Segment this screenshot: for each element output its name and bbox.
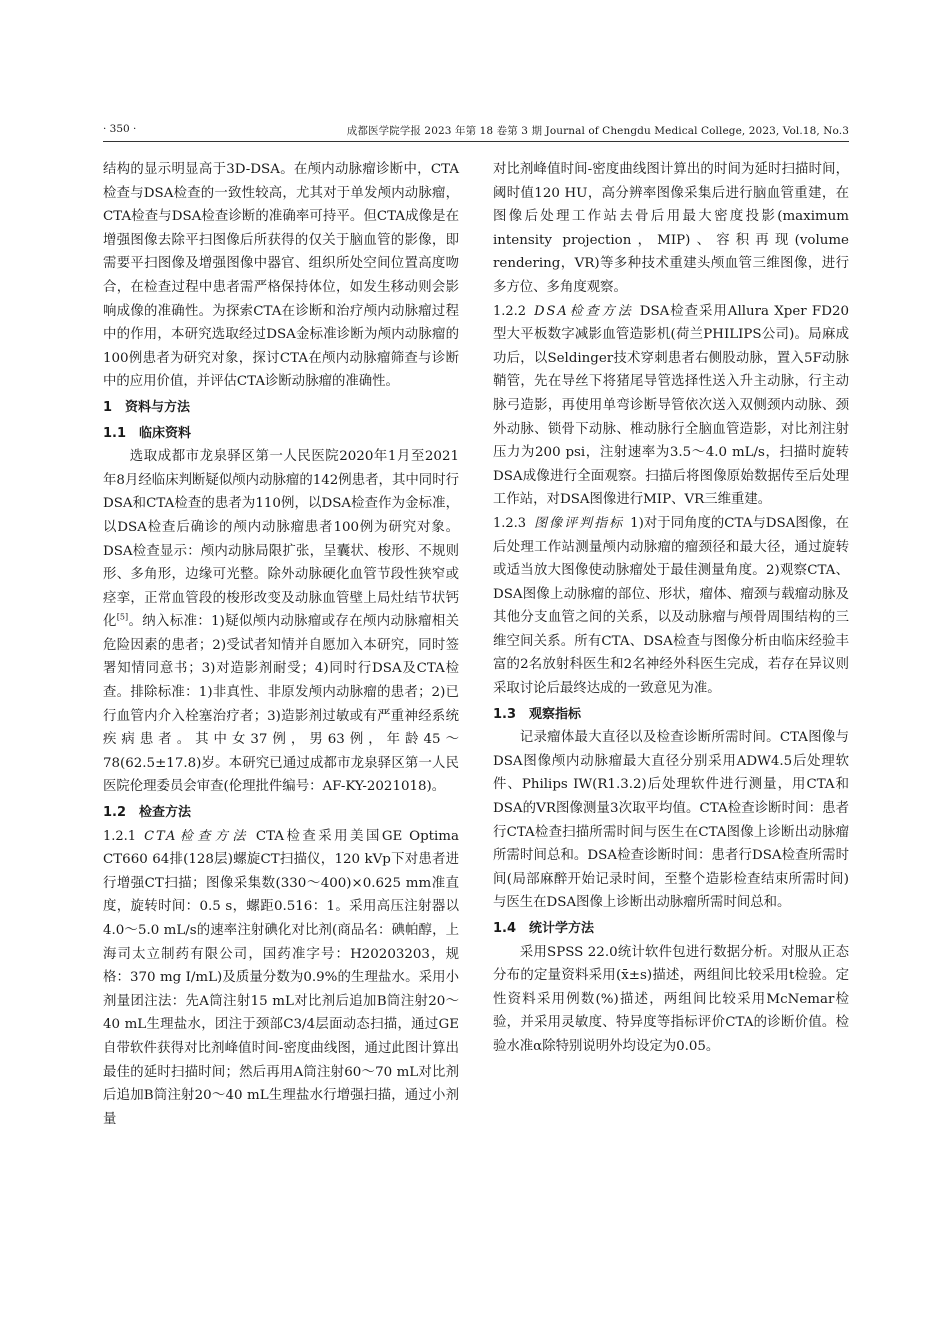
- section-1-4-heading: 1.4 统计学方法: [493, 921, 595, 936]
- image-criteria-text: 1)对于同角度的CTA与DSA图像，在后处理工作站测量颅内动脉瘤的瘤颈径和最大径，通过旋转或适当放大图像使动脉瘤处于最佳测量角度。2)观察CTA、DSA图像上动脉瘤的部位、形状，瘤体、瘤颈与载瘤动脉及其他分支血管之间的关系，以及动脉瘤与颅骨周围结构的三维空间关系。所有CTA、DSA检查与图像分析由临床经验丰富的2名放射科医生和2名神经外科医生完成，若存在异议则采取讨论后最终达成的一致意见为准。: [493, 515, 849, 697]
- image-criteria-paragraph: [493, 512, 849, 701]
- section-1-2-1-title: CTA检查方法: [144, 828, 250, 844]
- section-1-2-heading: 1.2 检查方法: [103, 805, 192, 821]
- left-column: [103, 158, 459, 1131]
- clinical-data-text-b: 。纳入标准：1)疑似颅内动脉瘤或存在颅内动脉瘤相关危险因素的患者；2)受试者知情并自愿加入本研究，同时签署知情同意书；3)对造影剂耐受；4)同时行DSA及CTA检查。排除标准：1)非真性、非原发颅内动脉瘤的患者；2)已行血管内介入栓塞治疗者；3)造影剂过敏或有严重神经系统疾病患者。其中女37例，男63例，年龄45～78(62.5±17.8)岁。本研究已通过成都市龙泉驿区第一人民医院伦理委员会审查(伦理批件编号：AF-KY-2021018)。: [103, 614, 460, 795]
- intro-paragraph: 结构的显示明显高于3D-DSA。在颅内动脉瘤诊断中，CTA检查与DSA检查的一致性较高，尤其对于单发颅内动脉瘤，CTA检查与DSA检查诊断的准确率可持平。但CTA成像是在增强图像去除平扫图像后所获得的仅关于脑血管的影像，即需要平扫图像及增强图像中器官、组织所处空间位置高度吻合，在检查过程中患者需严格保持体位，如发生移动则会影响成像的准确性。为探索CTA在诊断和治疗颅内动脉瘤过程中的作用，本研究选取经过DSA金标准诊断为颅内动脉瘤的100例患者为研究对象，探讨CTA在颅内动脉瘤筛查与诊断中的应用价值，并评估CTA诊断动脉瘤的准确性。: [103, 162, 459, 390]
- cta-method-paragraph: [103, 825, 459, 1132]
- dsa-method-text: DSA检查采用Allura Xper FD20型大平板数字减影血管造影机(荷兰PHILIPS公司)。局麻成功后，以Seldinger技术穿刺患者右侧股动脉，置入5F动脉鞘管，先在导丝下将猪尾导管选择性送入升主动脉，行主动脉弓造影，再使用单弯诊断导管依次送入双侧颈内动脉、颈外动脉、锁骨下动脉、椎动脉行全脑血管造影，对比剂注射压力为200 psi，注射速率为3.5～4.0 mL/s，扫描时旋转DSA成像进行全面观察。扫描后将图像原始数据传至后处理工作站，对DSA图像进行MIP、VR三维重建。: [493, 303, 849, 508]
- section-1-3-heading: 1.3 观察指标: [493, 706, 582, 722]
- statistics-paragraph: 采用SPSS 22.0统计软件包进行数据分析。对服从正态分布的定量资料采用(x̄±s)描述，两组间比较采用t检验。定性资料采用例数(%)描述，两组间比较采用McNemar检验，并采用灵敏度、特异度等指标评价CTA的诊断价值。检验水准α除特别说明外均设定为0.05。: [493, 944, 849, 1054]
- section-1-2-3-number: 1.2.3: [493, 515, 527, 531]
- clinical-data-paragraph: [103, 445, 459, 799]
- running-header: [103, 121, 849, 142]
- section-1-2-3-title: 图像评判指标: [534, 515, 625, 531]
- clinical-data-text-a: 选取成都市龙泉驿区第一人民医院2020年1月至2021年8月经临床判断疑似颅内动脉瘤的142例患者，其中同时行DSA和CTA检查的患者为110例，以DSA检查作为金标准，以DSA检查后确诊的颅内动脉瘤患者100例为研究对象。DSA检查显示：颅内动脉局限扩张，呈囊状、梭形、不规则形、多角形，边缘可光整。除外动脉硬化血管节段性狭窄或痉挛，正常血管段的梭形改变及动脉血管壁上局灶结节状钙化: [103, 449, 459, 630]
- section-1-2-2-number: 1.2.2: [493, 303, 527, 319]
- observation-paragraph: 记录瘤体最大直径以及检查诊断所需时间。CTA图像与DSA图像颅内动脉瘤最大直径分别采用ADW4.5后处理软件、Philips IW(R1.3.2)后处理软件进行测量，用CTA和DSA的VR图像测量3次取平均值。CTA检查诊断时间：患者行CTA检查扫描所需时间与医生在CTA图像上诊断出动脉瘤所需时间总和。DSA检查诊断时间：患者行DSA检查所需时间(局部麻醉开始记录时间，至整个造影检查结束所需时间)与医生在DSA图像上诊断出动脉瘤所需时间总和。: [493, 730, 849, 911]
- cta-method-continued: 对比剂峰值时间-密度曲线图计算出的时间为延时扫描时间，阈时值120 HU，高分辨率图像采集后进行脑血管重建，在图像后处理工作站去骨后用最大密度投影(maximum intensity projection，MIP)、容积再现(volume rendering，VR)等多种技术重建头颅血管三维图像，进行多方位、多角度观察。: [493, 162, 849, 295]
- dsa-method-paragraph: [493, 300, 849, 512]
- section-1-2-1-number: 1.2.1: [103, 828, 137, 844]
- right-column: [493, 158, 849, 1059]
- journal-citation: 成都医学院学报 2023 年第 18 卷第 3 期 Journal of Chengdu Medical College, 2023, Vol.18, No.3: [346, 125, 849, 137]
- cta-method-text: CTA检查采用美国GE Optima CT660 64排(128层)螺旋CT扫描仪，120 kVp下对患者进行增强CT扫描；图像采集数(330～400)×0.625 mm准直度，旋转时间：0.5 s，螺距0.516：1。采用高压注射器以4.0～5.0 mL/s的速率注射碘化对比剂(商品名：碘帕醇，上海司太立制药有限公司，国药准字号：H20203203，规格：370 mg I/mL)及质量分数为0.9%的生理盐水。采用小剂量团注法：先A筒注射15 mL对比剂后追加B筒注射20～40 mL生理盐水，团注于颈部C3/4层面动态扫描，通过GE自带软件获得对比剂峰值时间-密度曲线图，通过此图计算出最佳的延时扫描时间；然后再用A筒注射60～70 mL对比剂后追加B筒注射20～40 mL生理盐水行增强扫描，通过小剂量: [103, 828, 459, 1127]
- citation-ref[interactable]: [5]: [116, 612, 129, 622]
- section-1-1-heading: 1.1 临床资料: [103, 425, 192, 441]
- section-1-2-2-title: DSA检查方法: [534, 303, 634, 319]
- section-1-heading: 1 资料与方法: [103, 399, 191, 415]
- page-number: · 350 ·: [103, 123, 137, 135]
